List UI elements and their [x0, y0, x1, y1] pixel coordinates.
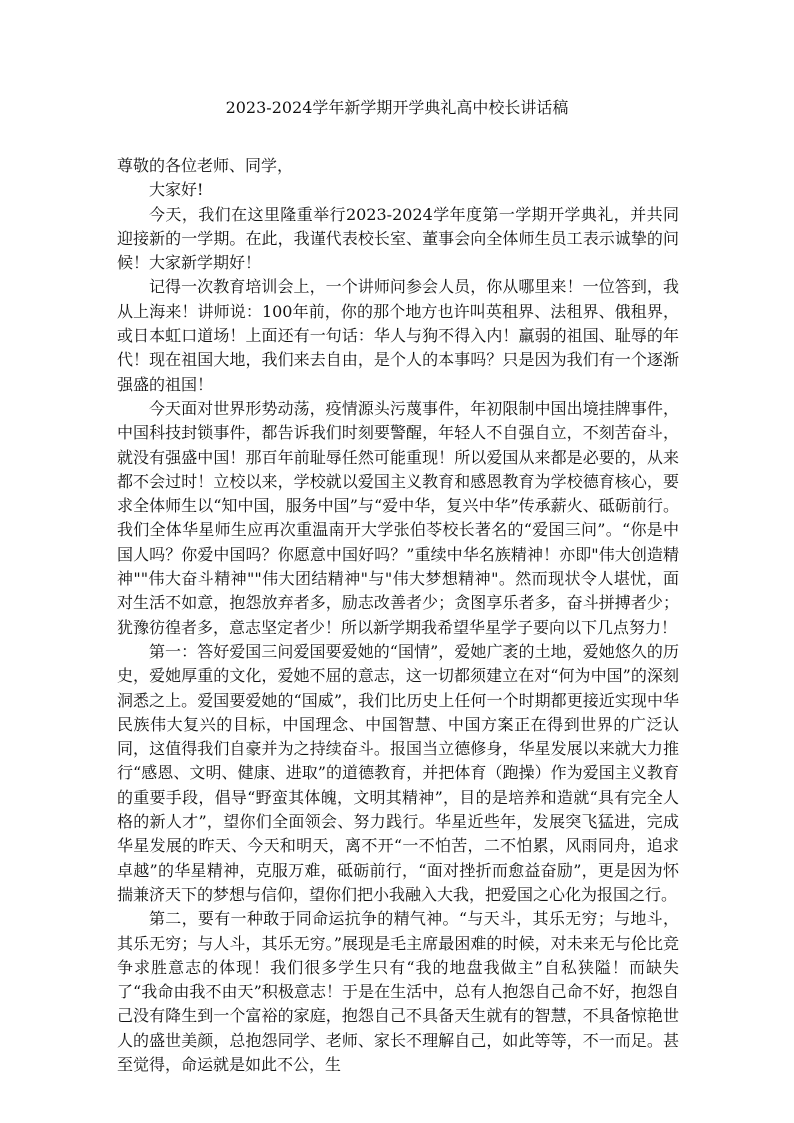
paragraph-5: 第二，要有一种敢于同命运抗争的精气神。“与天斗，其乐无穷；与地斗，其乐无穷；与人斗，其乐无穷。”展现是毛主席最困难的时候，对未来无与伦比竞争求胜意志的体现！我们很多学生只有“我的地盘我做主”自私狭隘！而缺失了“我命由我不由天”积极意志！于是在生活中，总有人抱怨自己命不好，抱怨自己没有降生到一个富裕的家庭，抱怨自己不具备天生就有的智慧，不具备惊艳世人的盛世美颜，总抱怨同学、老师、家长不理解自己，如此等等，不一而足。甚至觉得，命运就是如此不公，生 — [117, 909, 679, 1074]
paragraph-3: 今天面对世界形势动荡，疫情源头污蔑事件，年初限制中国出境挂牌事件，中国科技封锁事件，都告诉我们时刻要警醒，年轻人不自强自立，不刻苦奋斗，就没有强盛中国！那百年前耻辱任然可能重现！所以爱国从来都是必要的，从来都不会过时！立校以来，学校就以爱国主义教育和感恩教育为学校德育核心，要求全体师生以“知中国，服务中国”与“爱中华，复兴中华”传承薪火、砥砺前行。我们全体华星师生应再次重温南开大学张伯苓校长著名的“爱国三问”。“你是中国人吗？你爱中国吗？你愿意中国好吗？”重续中华名族精神！亦即"伟大创造精神""伟大奋斗精神""伟大团结精神"与"伟大梦想精神"。然而现状令人堪忧，面对生活不如意，抱怨放弃者多，励志改善者少；贪图享乐者多，奋斗拼搏者少；犹豫彷徨者多，意志坚定者少！所以新学期我希望华星学子要向以下几点努力！ — [117, 398, 679, 637]
paragraph-1: 今天，我们在这里隆重举行2023-2024学年度第一学期开学典礼，并共同迎接新的一学期。在此，我谨代表校长室、董事会向全体师生员工表示诚挚的问候！大家新学期好！ — [117, 204, 679, 273]
paragraph-2: 记得一次教育培训会上，一个讲师问参会人员，你从哪里来！一位答到，我从上海来！讲师说：100年前，你的那个地方也许叫英租界、法租界、俄租界，或日本虹口道场！上面还有一句话：华人与狗不得入内！羸弱的祖国、耻辱的年代！现在祖国大地，我们来去自由，是个人的本事吗？只是因为我们有一个逐渐强盛的祖国！ — [117, 277, 679, 394]
document-title: 2023-2024学年新学期开学典礼高中校长讲话稿 — [225, 98, 569, 117]
document-body — [117, 154, 679, 1077]
paragraph-4: 第一：答好爱国三问爱国要爱她的“国情”，爱她广袤的土地，爱她悠久的历史，爱她厚重的文化，爱她不屈的意志，这一切都须建立在对“何为中国”的深刻洞悉之上。爱国要爱她的“国威”，我们比历史上任何一个时期都更接近实现中华民族伟大复兴的目标，中国理念、中国智慧、中国方案正在得到世界的广泛认同，这值得我们自豪并为之持续奋斗。报国当立德修身，华星发展以来就大力推行“感恩、文明、健康、进取”的道德教育，并把体育（跑操）作为爱国主义教育的重要手段，倡导“野蛮其体魄，文明其精神”，目的是培养和造就“具有完全人格的新人才”，望你们全面领会、努力践行。华星近些年，发展突飞猛进，完成华星发展的昨天、今天和明天，离不开“一不怕苦，二不怕累，风雨同舟，追求卓越”的华星精神，克服万难，砥砺前行，“面对挫折而愈益奋励”，更是因为怀揣兼济天下的梦想与信仰，望你们把小我融入大我，把爱国之心化为报国之行。 — [117, 641, 679, 904]
salutation: 尊敬的各位老师、同学， — [117, 156, 294, 175]
greeting: 大家好! — [149, 180, 204, 200]
